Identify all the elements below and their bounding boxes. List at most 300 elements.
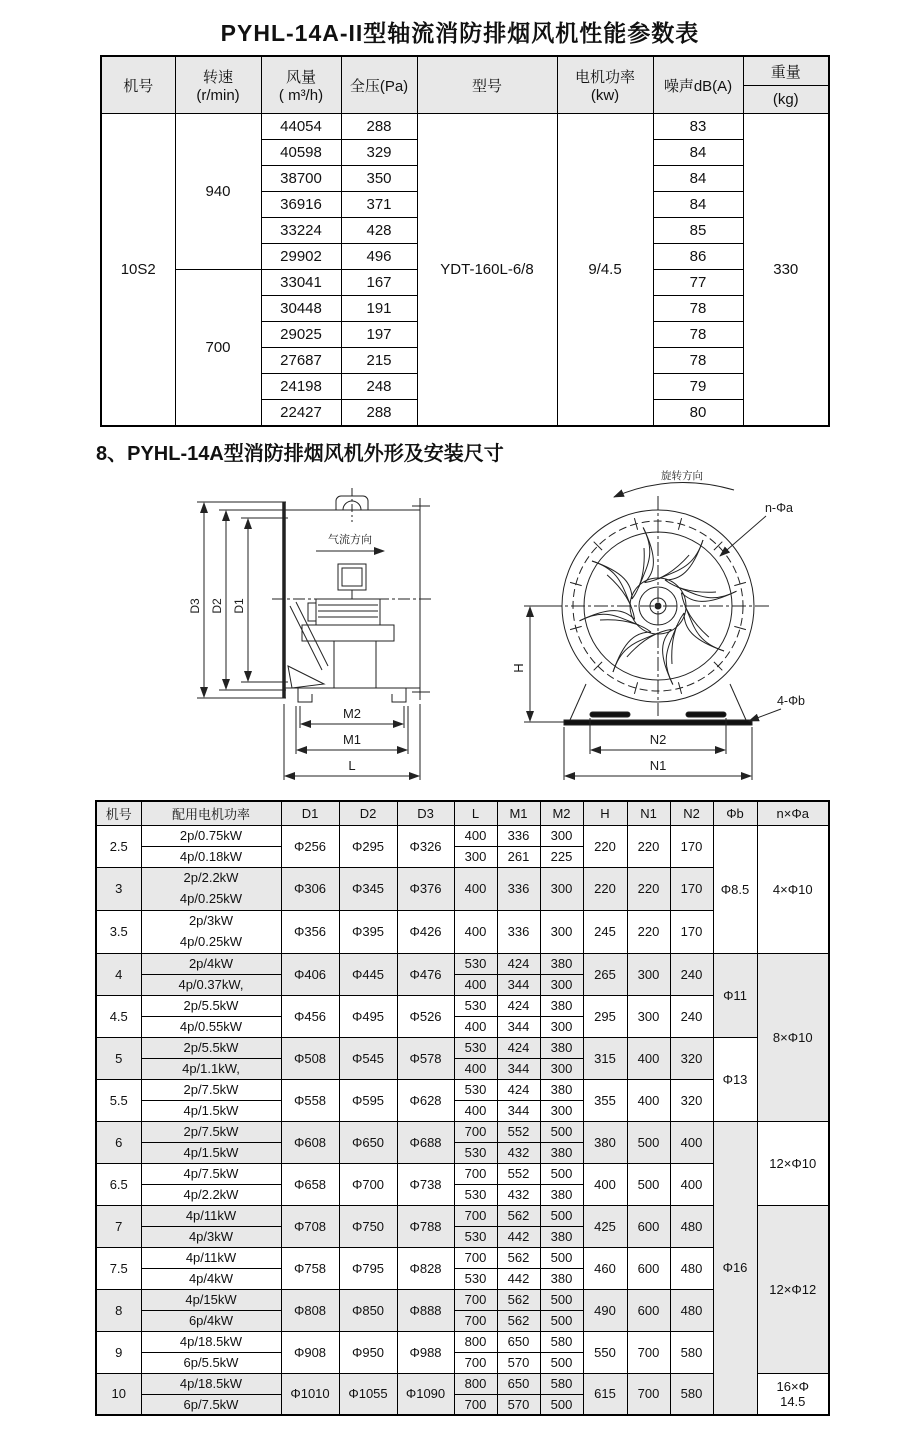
cell-d1: Φ608 [281,1121,339,1163]
cell-l: 800 [454,1373,497,1394]
cell-motor: 4p/11kW [141,1247,281,1268]
cell-motor: 2p/0.75kW [141,825,281,846]
cell-n-phi-a: 16×Φ 14.5 [757,1373,829,1415]
cell-d1: Φ356 [281,910,339,953]
dim-label-d2: D2 [210,598,224,614]
cell-d2: Φ495 [339,995,397,1037]
cell-n1: 600 [627,1205,670,1247]
fan-front-view-drawing [486,466,831,802]
cell-phi-b: Φ8.5 [713,825,757,953]
dimension-row [96,1037,829,1058]
page-title: PYHL-14A-II型轴流消防排烟风机性能参数表 [220,20,700,46]
cell-n1: 400 [627,1037,670,1079]
cell-m1: 650 [497,1373,540,1394]
cell-d2: Φ850 [339,1289,397,1331]
cell-motor: 2p/7.5kW [141,1121,281,1142]
cell-m1: 344 [497,1016,540,1037]
cell-m1: 344 [497,974,540,995]
cell-d1: Φ908 [281,1331,339,1373]
cell-l: 530 [454,1268,497,1289]
cell-m1: 261 [497,846,540,867]
dim-col-header: n×Φa [757,801,829,825]
bolt-tick [734,626,746,629]
cell-d2: Φ345 [339,867,397,910]
cell-l: 700 [454,1163,497,1184]
fan-blade-edge [600,620,651,672]
col-motor-power: 电机功率 (kw) [557,56,653,114]
cell-motor-power: 9/4.5 [557,114,653,426]
cell-pressure: 215 [341,348,417,374]
cell-d3: Φ688 [397,1121,454,1163]
cell-m2: 300 [540,910,583,953]
cell-d3: Φ526 [397,995,454,1037]
cell-d2: Φ650 [339,1121,397,1163]
dim-col-header: 配用电机功率 [141,801,281,825]
cell-d3: Φ628 [397,1079,454,1121]
cell-m1: 424 [497,1079,540,1100]
col-speed: 转速 (r/min) [175,56,261,114]
cell-m2: 380 [540,1226,583,1247]
cell-m1: 570 [497,1352,540,1373]
cell-n2: 580 [670,1373,713,1415]
cell-m2: 500 [540,1247,583,1268]
cell-fan-size: 10 [96,1373,141,1415]
dim-label-n1: N1 [649,758,667,773]
cell-motor: 4p/7.5kW [141,1163,281,1184]
dim-col-header: N2 [670,801,713,825]
cell-m2: 380 [540,1037,583,1058]
cell-n2: 240 [670,953,713,995]
cell-noise: 78 [653,296,743,322]
cell-pressure: 428 [341,218,417,244]
dim-col-header: D2 [339,801,397,825]
cell-n2: 170 [670,910,713,953]
fan-blade [658,540,703,579]
cell-n1: 600 [627,1289,670,1331]
dim-label-n2: N2 [649,732,667,747]
cell-m1: 562 [497,1205,540,1226]
cell-motor: 4p/4kW [141,1268,281,1289]
cell-l: 700 [454,1247,497,1268]
dim-col-header: 机号 [96,801,141,825]
cell-motor: 2p/5.5kW [141,995,281,1016]
cell-d2: Φ1055 [339,1373,397,1415]
cell-n1: 700 [627,1373,670,1415]
cell-fan-size: 4 [96,953,141,995]
dim-label-d1: D1 [232,598,246,614]
dimension-table [95,800,830,1416]
cell-l: 400 [454,867,497,910]
fan-blade [592,561,631,606]
col-noise: 噪声dB(A) [653,56,743,114]
dimension-header-row [96,801,829,825]
cell-pressure: 248 [341,374,417,400]
cell-noise: 78 [653,322,743,348]
cell-motor: 2p/3kW 4p/0.25kW [141,910,281,953]
cell-airflow: 29902 [261,244,341,270]
fan-blade-edge [592,548,644,599]
cell-m2: 380 [540,1268,583,1289]
cell-m2: 580 [540,1331,583,1352]
cell-motor: 4p/11kW [141,1205,281,1226]
cell-pressure: 197 [341,322,417,348]
cell-m1: 432 [497,1142,540,1163]
cell-airflow: 40598 [261,140,341,166]
cell-d2: Φ445 [339,953,397,995]
cell-d1: Φ306 [281,867,339,910]
cell-d3: Φ376 [397,867,454,910]
cell-n1: 220 [627,910,670,953]
cell-fan-size: 7 [96,1205,141,1247]
dim-label-l: L [348,758,356,773]
fan-blade-edge [672,613,724,664]
cell-l: 530 [454,1037,497,1058]
cell-n-phi-a: 4×Φ10 [757,825,829,953]
cell-n2: 480 [670,1205,713,1247]
cell-pressure: 350 [341,166,417,192]
cell-airflow: 38700 [261,166,341,192]
cell-noise: 84 [653,140,743,166]
cell-n2: 480 [670,1247,713,1289]
cell-l: 300 [454,846,497,867]
cell-fan-size: 7.5 [96,1247,141,1289]
cell-airflow: 44054 [261,114,341,140]
cell-d1: Φ508 [281,1037,339,1079]
cell-d1: Φ808 [281,1289,339,1331]
cell-d1: Φ658 [281,1163,339,1205]
cell-fan-size: 5.5 [96,1079,141,1121]
dim-col-header: M1 [497,801,540,825]
cell-h: 490 [583,1289,627,1331]
cell-d3: Φ988 [397,1331,454,1373]
dim-col-header: D1 [281,801,339,825]
cell-n1: 500 [627,1121,670,1163]
cell-m1: 336 [497,825,540,846]
cell-m2: 500 [540,1289,583,1310]
cell-phi-b: Φ13 [713,1037,757,1121]
col-pressure: 全压(Pa) [341,56,417,114]
cell-d1: Φ758 [281,1247,339,1289]
cell-d2: Φ595 [339,1079,397,1121]
cell-motor: 2p/7.5kW [141,1079,281,1100]
dimension-row [96,953,829,974]
cell-m1: 562 [497,1289,540,1310]
cell-n1: 700 [627,1331,670,1373]
cell-speed: 940 [175,114,261,270]
cell-l: 700 [454,1352,497,1373]
cell-m1: 424 [497,953,540,974]
cell-d3: Φ1090 [397,1373,454,1415]
fan-blade [613,633,658,672]
cell-d3: Φ738 [397,1163,454,1205]
performance-row [101,114,829,140]
dim-col-header: M2 [540,801,583,825]
cell-n1: 600 [627,1247,670,1289]
cell-n2: 240 [670,995,713,1037]
cell-pressure: 496 [341,244,417,270]
cell-airflow: 33224 [261,218,341,244]
cell-l: 400 [454,910,497,953]
cell-airflow: 30448 [261,296,341,322]
cell-h: 400 [583,1163,627,1205]
cell-n2: 480 [670,1289,713,1331]
cell-motor: 4p/1.1kW, [141,1058,281,1079]
dim-label-d3: D3 [188,598,202,614]
cell-noise: 78 [653,348,743,374]
cell-m2: 500 [540,1121,583,1142]
cell-pressure: 191 [341,296,417,322]
cell-fan-size: 6 [96,1121,141,1163]
cell-m1: 424 [497,1037,540,1058]
cell-l: 700 [454,1310,497,1331]
cell-n2: 320 [670,1079,713,1121]
cell-d1: Φ708 [281,1205,339,1247]
dim-col-header: D3 [397,801,454,825]
cell-airflow: 29025 [261,322,341,348]
cell-l: 530 [454,995,497,1016]
cell-noise: 84 [653,166,743,192]
cell-m2: 500 [540,1394,583,1415]
cell-motor: 4p/0.55kW [141,1016,281,1037]
cell-motor: 4p/3kW [141,1226,281,1247]
cell-m2: 300 [540,1016,583,1037]
cell-n2: 580 [670,1331,713,1373]
airflow-direction-label: 气流方向 [328,534,372,546]
cell-h: 615 [583,1373,627,1415]
cell-m1: 336 [497,867,540,910]
dim-col-header: Φb [713,801,757,825]
cell-motor: 4p/1.5kW [141,1100,281,1121]
cell-motor: 6p/5.5kW [141,1352,281,1373]
cell-h: 220 [583,867,627,910]
cell-l: 700 [454,1205,497,1226]
cell-d2: Φ395 [339,910,397,953]
cell-motor: 2p/5.5kW [141,1037,281,1058]
cell-n2: 400 [670,1121,713,1163]
cell-d3: Φ326 [397,825,454,867]
cell-fan-size: 5 [96,1037,141,1079]
cell-airflow: 27687 [261,348,341,374]
cell-n2: 170 [670,867,713,910]
cell-n-phi-a: 12×Φ12 [757,1205,829,1373]
cell-m2: 300 [540,1100,583,1121]
cell-d3: Φ578 [397,1037,454,1079]
cell-m1: 336 [497,910,540,953]
cell-l: 530 [454,1142,497,1163]
cell-m2: 380 [540,1184,583,1205]
cell-d2: Φ700 [339,1163,397,1205]
cell-h: 550 [583,1331,627,1373]
cell-noise: 86 [653,244,743,270]
cell-m2: 300 [540,1058,583,1079]
dim-label-m2: M2 [342,706,362,721]
col-model-no: 机号 [101,56,175,114]
cell-pressure: 288 [341,400,417,426]
cell-motor: 4p/15kW [141,1289,281,1310]
cell-m1: 344 [497,1058,540,1079]
cell-motor: 6p/7.5kW [141,1394,281,1415]
cell-n1: 300 [627,995,670,1037]
cell-h: 295 [583,995,627,1037]
cell-n2: 170 [670,825,713,867]
cell-m1: 424 [497,995,540,1016]
cell-n1: 220 [627,867,670,910]
cell-m2: 500 [540,1205,583,1226]
cell-motor: 6p/4kW [141,1310,281,1331]
cell-m1: 442 [497,1226,540,1247]
cell-pressure: 288 [341,114,417,140]
fan-blade [685,606,724,651]
cell-m2: 500 [540,1310,583,1331]
cell-l: 400 [454,825,497,846]
cell-motor: 4p/2.2kW [141,1184,281,1205]
cell-fan-size: 8 [96,1289,141,1331]
cell-noise: 83 [653,114,743,140]
cell-h: 425 [583,1205,627,1247]
cell-m1: 570 [497,1394,540,1415]
performance-table [100,55,830,427]
cell-n1: 400 [627,1079,670,1121]
cell-m1: 650 [497,1331,540,1352]
cell-d2: Φ950 [339,1331,397,1373]
rotation-direction-label: 旋转方向 [661,470,703,482]
fan-blade-edge [665,540,716,592]
cell-phi-b: Φ11 [713,953,757,1037]
cell-pressure: 371 [341,192,417,218]
cell-m1: 552 [497,1163,540,1184]
dim-col-header: H [583,801,627,825]
cell-m2: 500 [540,1352,583,1373]
cell-m2: 225 [540,846,583,867]
cell-d1: Φ256 [281,825,339,867]
cell-l: 700 [454,1121,497,1142]
cell-weight: 330 [743,114,829,426]
cell-m1: 562 [497,1247,540,1268]
cell-m2: 580 [540,1373,583,1394]
cell-noise: 77 [653,270,743,296]
cell-fan-size: 3.5 [96,910,141,953]
cell-fan-size: 2.5 [96,825,141,867]
cell-m2: 300 [540,974,583,995]
cell-airflow: 36916 [261,192,341,218]
cell-m2: 380 [540,1142,583,1163]
cell-type: YDT-160L-6/8 [417,114,557,426]
dimension-table-body [96,825,829,1415]
cell-d3: Φ888 [397,1289,454,1331]
cell-h: 460 [583,1247,627,1289]
cell-d1: Φ456 [281,995,339,1037]
cell-motor: 4p/0.18kW [141,846,281,867]
cell-motor: 4p/18.5kW [141,1373,281,1394]
cell-n1: 220 [627,825,670,867]
cell-d1: Φ558 [281,1079,339,1121]
cell-fan-size: 3 [96,867,141,910]
cell-m1: 442 [497,1268,540,1289]
cell-fan-size: 6.5 [96,1163,141,1205]
rim-holes-label: n-Φa [764,501,794,515]
col-type: 型号 [417,56,557,114]
cell-n2: 400 [670,1163,713,1205]
cell-d3: Φ476 [397,953,454,995]
cell-h: 265 [583,953,627,995]
cell-d2: Φ795 [339,1247,397,1289]
cell-noise: 85 [653,218,743,244]
cell-l: 700 [454,1289,497,1310]
cell-h: 355 [583,1079,627,1121]
cell-d2: Φ750 [339,1205,397,1247]
cell-d1: Φ406 [281,953,339,995]
cell-n1: 500 [627,1163,670,1205]
dimension-row [96,1121,829,1142]
cell-m2: 380 [540,953,583,974]
cell-motor: 4p/0.37kW, [141,974,281,995]
cell-airflow: 22427 [261,400,341,426]
cell-airflow: 33041 [261,270,341,296]
cell-d1: Φ1010 [281,1373,339,1415]
dim-label-h: H [511,663,526,673]
cell-d2: Φ295 [339,825,397,867]
cell-l: 400 [454,1100,497,1121]
cell-m2: 380 [540,1079,583,1100]
cell-motor: 2p/4kW [141,953,281,974]
installation-drawings [148,466,838,802]
cell-m2: 300 [540,867,583,910]
dim-col-header: N1 [627,801,670,825]
cell-l: 530 [454,1226,497,1247]
cell-m1: 344 [497,1100,540,1121]
cell-m1: 562 [497,1310,540,1331]
cell-l: 400 [454,974,497,995]
dim-col-header: L [454,801,497,825]
cell-n1: 300 [627,953,670,995]
cell-d3: Φ828 [397,1247,454,1289]
col-weight: 重量 (kg) [743,56,829,114]
cell-m2: 300 [540,825,583,846]
cell-l: 530 [454,1079,497,1100]
cell-m2: 500 [540,1163,583,1184]
cell-n-phi-a: 12×Φ10 [757,1121,829,1205]
cell-l: 400 [454,1016,497,1037]
dim-label-m1: M1 [342,732,362,747]
performance-header-row [101,56,829,114]
cell-noise: 79 [653,374,743,400]
cell-motor: 2p/2.2kW 4p/0.25kW [141,867,281,910]
cell-m2: 380 [540,995,583,1016]
cell-h: 380 [583,1121,627,1163]
cell-motor: 4p/1.5kW [141,1142,281,1163]
cell-n2: 320 [670,1037,713,1079]
cell-n-phi-a: 8×Φ10 [757,953,829,1121]
cell-l: 700 [454,1394,497,1415]
performance-table-body [101,114,829,426]
cell-l: 530 [454,1184,497,1205]
cell-d2: Φ545 [339,1037,397,1079]
cell-fan-size: 9 [96,1331,141,1373]
cell-m1: 552 [497,1121,540,1142]
cell-m1: 432 [497,1184,540,1205]
cell-l: 800 [454,1331,497,1352]
cell-airflow: 24198 [261,374,341,400]
cell-pressure: 329 [341,140,417,166]
cell-phi-b: Φ16 [713,1121,757,1415]
section-heading: 8、PYHL-14A型消防排烟风机外形及安装尺寸 [96,443,504,465]
base-holes-label: 4-Φb [776,694,806,708]
cell-h: 220 [583,825,627,867]
cell-h: 245 [583,910,627,953]
cell-model-no: 10S2 [101,114,175,426]
cell-l: 400 [454,1058,497,1079]
cell-noise: 84 [653,192,743,218]
